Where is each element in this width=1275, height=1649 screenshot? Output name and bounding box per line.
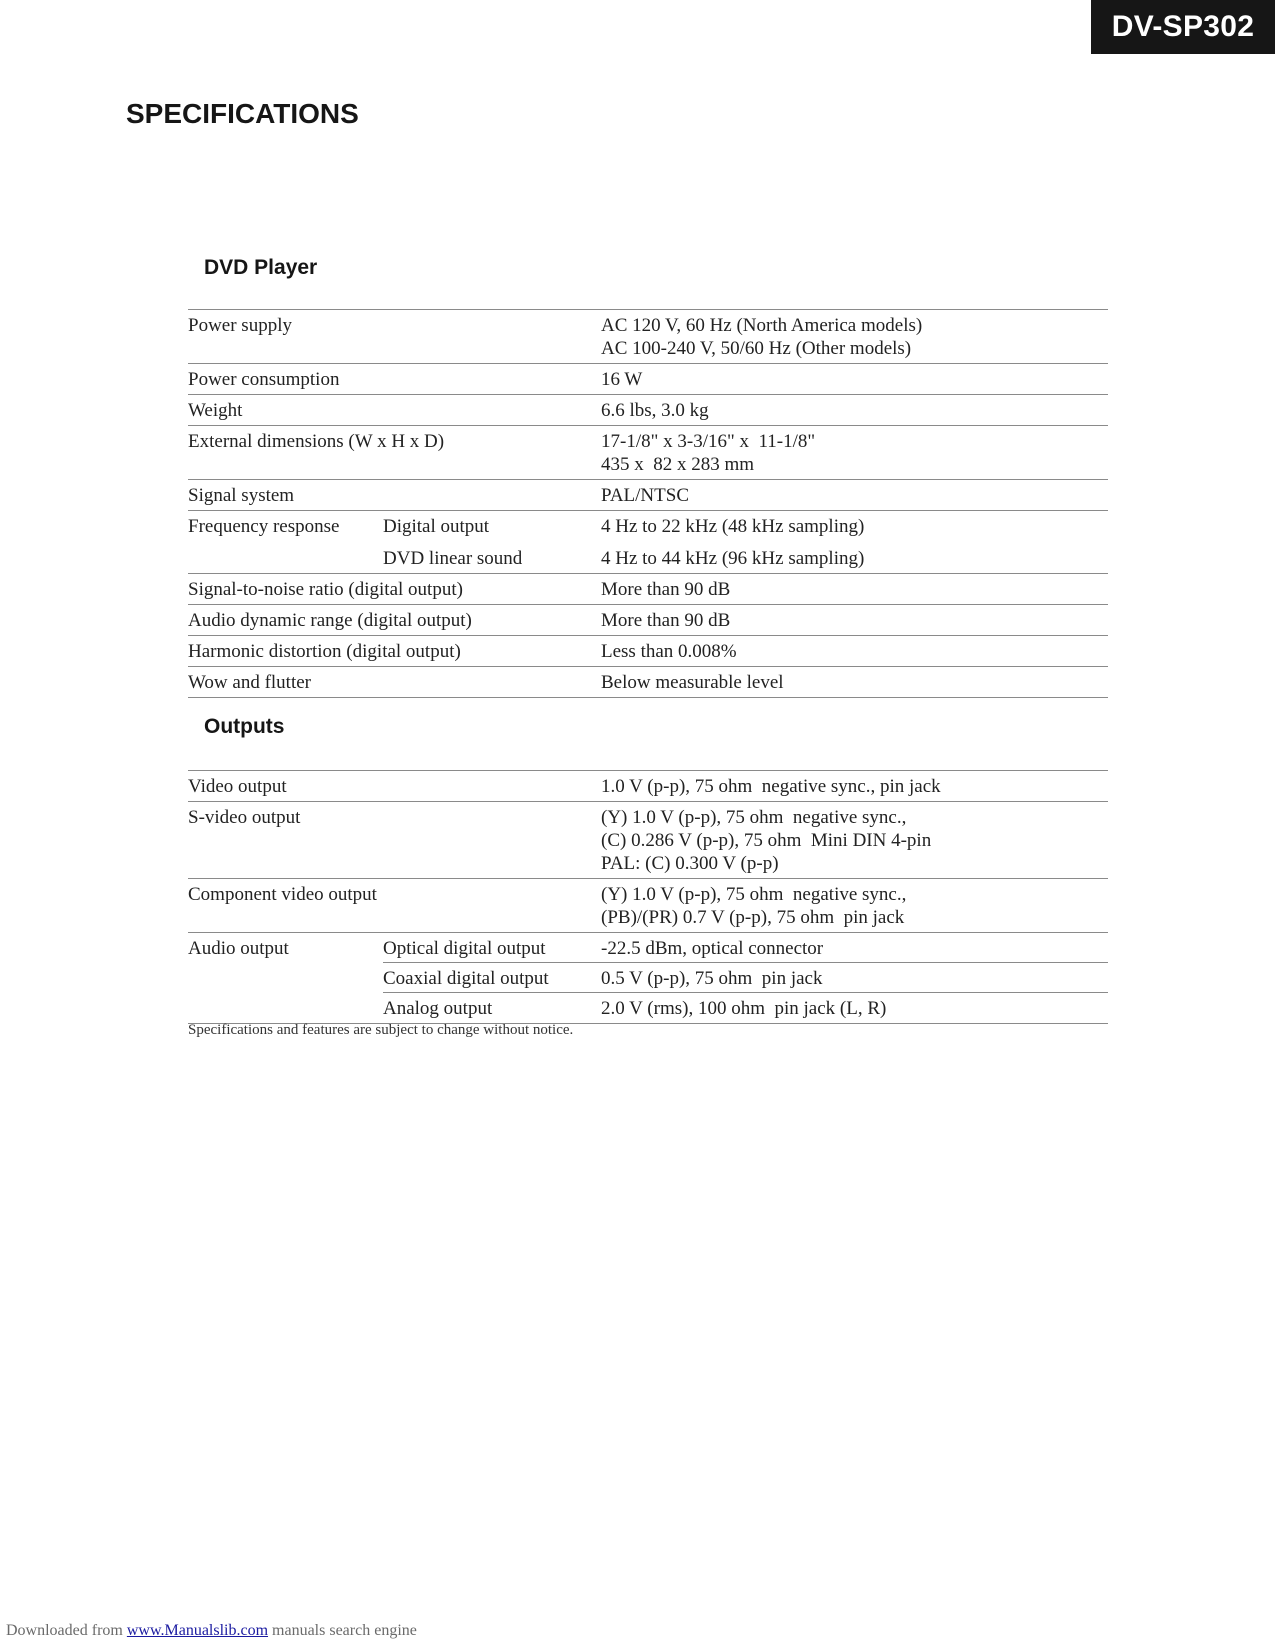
spec-value-line: 4 Hz to 44 kHz (96 kHz sampling): [601, 548, 865, 569]
spec-value-line: (Y) 1.0 V (p-p), 75 ohm negative sync.,: [601, 807, 907, 828]
spec-row-audio-output-optical: [188, 933, 1108, 963]
spec-row-s-video-output: [188, 802, 1108, 879]
spec-value-line: More than 90 dB: [601, 579, 731, 600]
spec-value: [601, 399, 1108, 422]
spec-value-line: Below measurable level: [601, 672, 784, 693]
spec-label: Harmonic distortion (digital output): [188, 641, 461, 662]
spec-value-line: PAL/NTSC: [601, 485, 689, 506]
spec-value: [601, 609, 1108, 632]
spec-value: [601, 368, 1108, 391]
spec-value-line: 6.6 lbs, 3.0 kg: [601, 400, 709, 421]
sub-divider: [383, 992, 1108, 993]
spec-label: Signal system: [188, 485, 295, 506]
spec-value-line: 435 x 82 x 283 mm: [601, 454, 755, 475]
spec-row-audio-dynamic-range: [188, 605, 1108, 636]
spec-value-line: 16 W: [601, 369, 643, 390]
spec-value: [601, 314, 1108, 360]
spec-value: [601, 967, 1108, 990]
spec-row-video-output: [188, 771, 1108, 802]
spec-value: [601, 484, 1108, 507]
spec-value-line: 1.0 V (p-p), 75 ohm negative sync., pin jack: [601, 776, 941, 797]
spec-label: Audio dynamic range (digital output): [188, 610, 472, 631]
spec-label: Audio output: [188, 938, 289, 959]
spec-sublabel: Optical digital output: [383, 938, 546, 959]
spec-label: [188, 967, 383, 990]
page-title: SPECIFICATIONS: [126, 98, 359, 129]
dvd-player-spec-table: [188, 309, 1108, 698]
spec-value-line: (C) 0.286 V (p-p), 75 ohm Mini DIN 4-pin: [601, 830, 932, 851]
spec-label: [188, 997, 383, 1020]
spec-label: Frequency response: [188, 516, 340, 537]
spec-label: Component video output: [188, 884, 377, 905]
spec-row-weight: [188, 395, 1108, 426]
spec-label: Wow and flutter: [188, 672, 311, 693]
spec-label: S-video output: [188, 807, 301, 828]
spec-value: [601, 883, 1108, 929]
footer-prefix: Downloaded from: [6, 1622, 127, 1639]
spec-row-wow-and-flutter: [188, 667, 1108, 698]
spec-label: Power consumption: [188, 369, 340, 390]
section-title-dvd-player: DVD Player: [204, 256, 318, 279]
spec-row-frequency-response-dvd-linear: [188, 541, 1108, 574]
spec-value: [601, 515, 1108, 538]
spec-label: Weight: [188, 400, 243, 421]
spec-sublabel: Coaxial digital output: [383, 968, 549, 989]
specifications-note: Specifications and features are subject to change without notice.: [188, 1022, 574, 1038]
spec-value: [601, 640, 1108, 663]
spec-value-line: PAL: (C) 0.300 V (p-p): [601, 853, 779, 874]
spec-label: [188, 547, 383, 570]
spec-row-component-video-output: [188, 879, 1108, 933]
spec-sublabel: Digital output: [383, 516, 490, 537]
spec-value: [601, 547, 1108, 570]
spec-value-line: Less than 0.008%: [601, 641, 737, 662]
spec-value-line: 4 Hz to 22 kHz (48 kHz sampling): [601, 516, 865, 537]
spec-row-external-dimensions: [188, 426, 1108, 480]
spec-row-harmonic-distortion: [188, 636, 1108, 667]
spec-value-line: AC 120 V, 60 Hz (North America models): [601, 315, 923, 336]
spec-value: [601, 806, 1108, 875]
spec-row-frequency-response-digital: [188, 511, 1108, 541]
spec-label: External dimensions (W x H x D): [188, 431, 445, 452]
spec-value: [601, 671, 1108, 694]
spec-row-signal-to-noise: [188, 574, 1108, 605]
spec-sublabel: Analog output: [383, 998, 493, 1019]
spec-row-power-supply: [188, 310, 1108, 364]
spec-value-line: (Y) 1.0 V (p-p), 75 ohm negative sync.,: [601, 884, 907, 905]
spec-value: [601, 430, 1108, 476]
spec-value: [601, 997, 1108, 1020]
spec-row-audio-output-coaxial: [188, 963, 1108, 993]
spec-sublabel: DVD linear sound: [383, 548, 523, 569]
spec-value-line: 2.0 V (rms), 100 ohm pin jack (L, R): [601, 998, 887, 1019]
footer: [6, 1622, 417, 1640]
spec-label: Power supply: [188, 315, 292, 336]
section-title-outputs: Outputs: [204, 715, 285, 738]
spec-value-line: (PB)/(PR) 0.7 V (p-p), 75 ohm pin jack: [601, 907, 905, 928]
spec-value: [601, 775, 1108, 798]
model-badge: [1091, 0, 1275, 54]
outputs-spec-table: [188, 770, 1108, 1024]
spec-value-line: AC 100-240 V, 50/60 Hz (Other models): [601, 338, 912, 359]
spec-label: Signal-to-noise ratio (digital output): [188, 579, 463, 600]
spec-row-power-consumption: [188, 364, 1108, 395]
spec-value: [601, 578, 1108, 601]
spec-row-audio-output-analog: [188, 993, 1108, 1024]
spec-value-line: -22.5 dBm, optical connector: [601, 938, 824, 959]
spec-value-line: 17-1/8" x 3-3/16" x 11-1/8": [601, 431, 816, 452]
spec-label: Video output: [188, 776, 287, 797]
spec-value-line: More than 90 dB: [601, 610, 731, 631]
model-number: DV-SP302: [1111, 10, 1255, 43]
spec-value-line: 0.5 V (p-p), 75 ohm pin jack: [601, 968, 823, 989]
manualslib-link[interactable]: www.Manualslib.com: [126, 1622, 269, 1639]
spec-value: [601, 937, 1108, 960]
footer-suffix: manuals search engine: [268, 1622, 417, 1639]
spec-row-signal-system: [188, 480, 1108, 511]
